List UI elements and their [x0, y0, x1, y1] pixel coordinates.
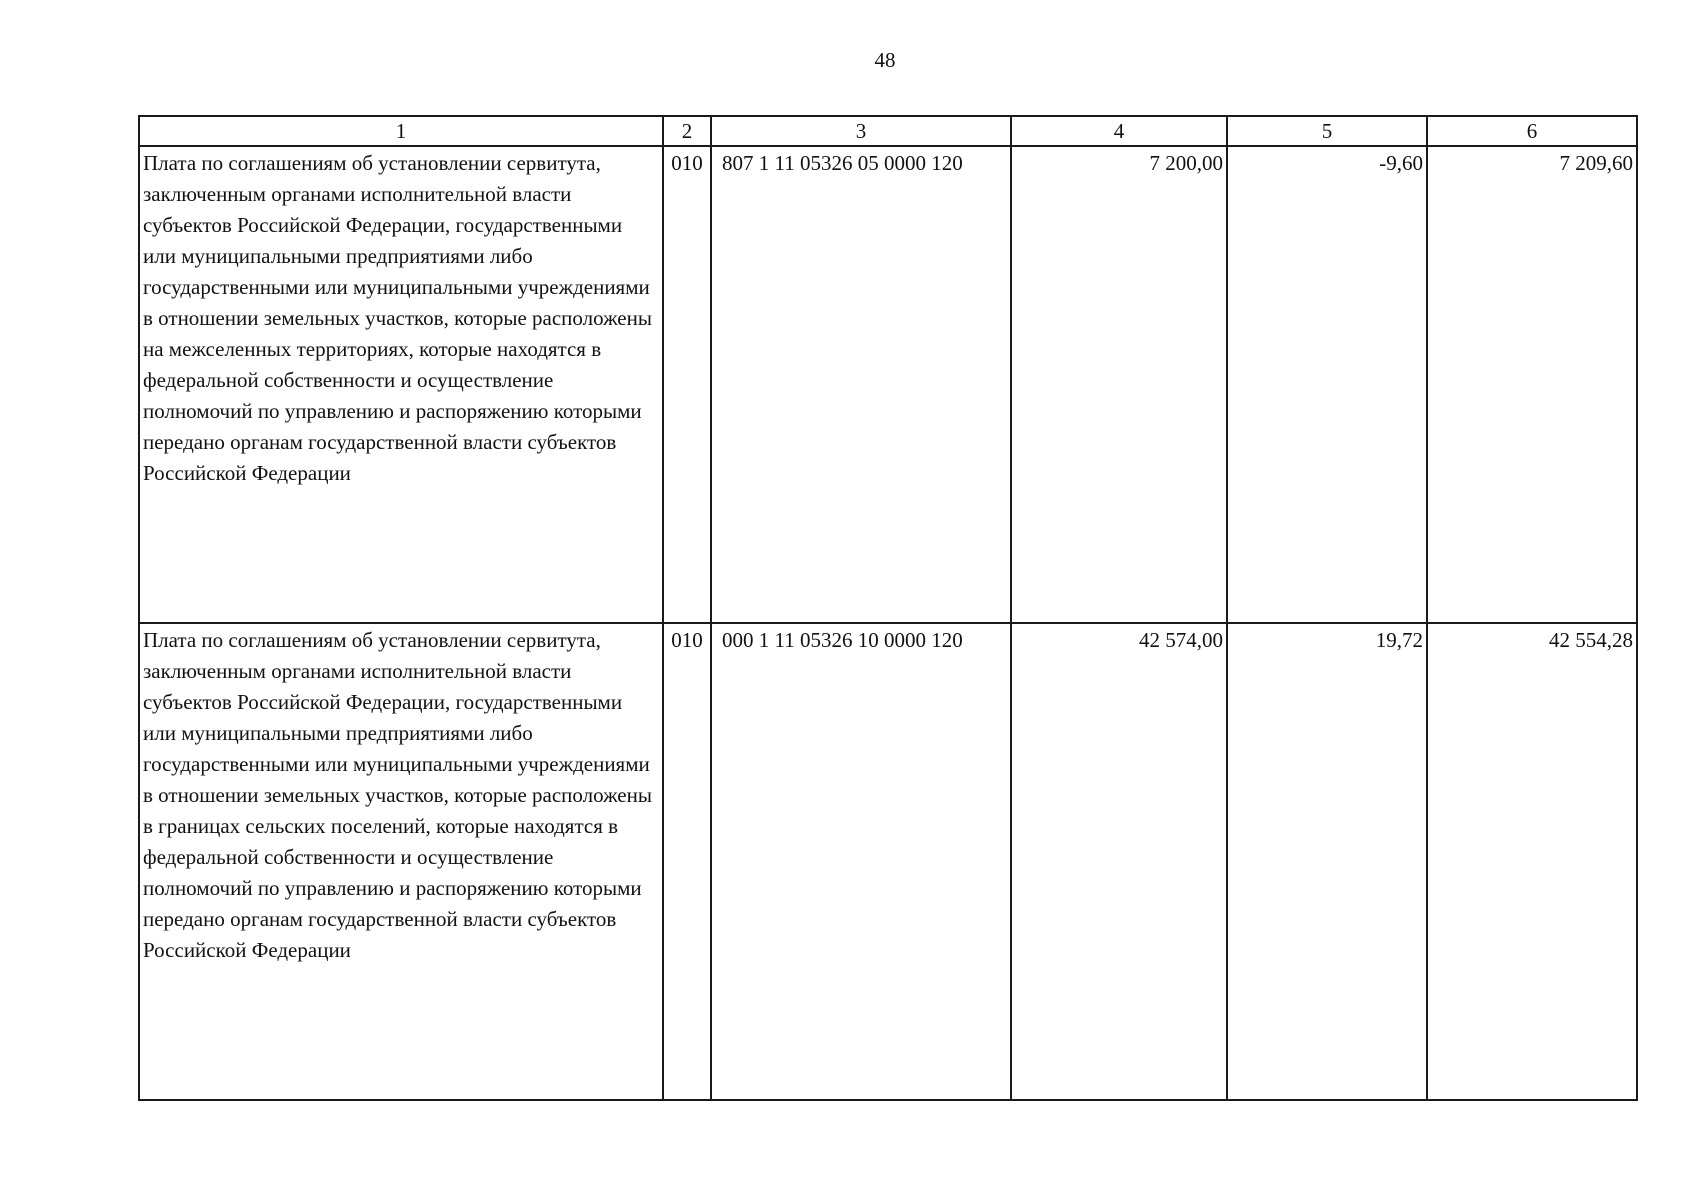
row-value-col4: 7 200,00: [1011, 146, 1227, 623]
row-line-code: 010: [663, 146, 711, 623]
header-col-3: 3: [711, 116, 1011, 146]
row-value-col4: 42 574,00: [1011, 623, 1227, 1100]
row-description: Плата по соглашениям об установлении сервитута, заключенным органами исполнительной власти субъектов Российской Федерации, государственными или муниципальными предприятиями либо государственными или муниципальными учреждениями в отношении земельных участков, которые расположены в границах сельских поселений, которые находятся в федеральной собственности и осуществление полномочий по управлению и распоряжению которыми передано органам государственной власти субъектов Российской Федерации: [139, 623, 663, 1100]
row-budget-code: 000 1 11 05326 10 0000 120: [711, 623, 1011, 1100]
header-col-6: 6: [1427, 116, 1637, 146]
row-description: Плата по соглашениям об установлении сервитута, заключенным органами исполнительной власти субъектов Российской Федерации, государственными или муниципальными предприятиями либо государственными или муниципальными учреждениями в отношении земельных участков, которые расположены на межселенных территориях, которые находятся в федеральной собственности и осуществление полномочий по управлению и распоряжению которыми передано органам государственной власти субъектов Российской Федерации: [139, 146, 663, 623]
header-col-4: 4: [1011, 116, 1227, 146]
table-row: [139, 623, 1637, 1100]
page-number: 48: [874, 48, 896, 72]
table-row: [139, 146, 1637, 623]
row-budget-code: 807 1 11 05326 05 0000 120: [711, 146, 1011, 623]
header-col-1: 1: [139, 116, 663, 146]
row-value-col5: -9,60: [1227, 146, 1427, 623]
row-value-col6: 42 554,28: [1427, 623, 1637, 1100]
row-value-col6: 7 209,60: [1427, 146, 1637, 623]
header-col-2: 2: [663, 116, 711, 146]
row-value-col5: 19,72: [1227, 623, 1427, 1100]
report-table: [138, 115, 1638, 1101]
row-line-code: 010: [663, 623, 711, 1100]
header-row: [139, 116, 1637, 146]
header-col-5: 5: [1227, 116, 1427, 146]
